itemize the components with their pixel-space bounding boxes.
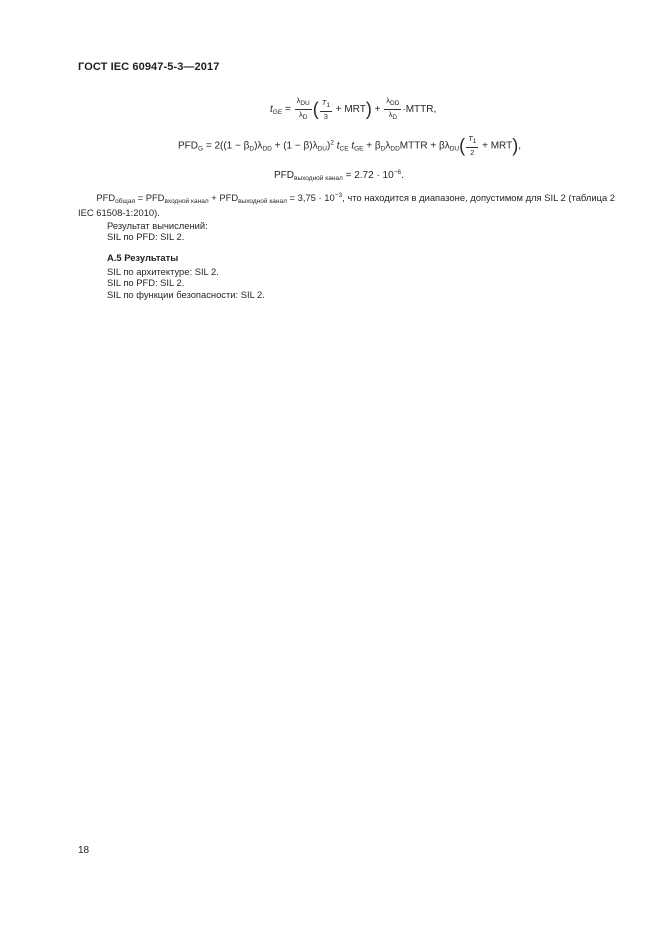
result-label: Результат вычислений: <box>107 220 208 231</box>
sil-pfd-line-2: SIL по PFD: SIL 2. <box>107 277 185 288</box>
fraction-ldu-ld: $\frac{\lambda_{DU}}{\lambda_D}$ <box>296 96 310 121</box>
sil-pfd-line-1: SIL по PFD: SIL 2. <box>107 231 185 242</box>
paragraph-pfd-total: $PFD_{общая} = PFD_{входной канал} + PFD_{выходной канал} = 3,75 \cdot 10^{-3}$, что находится в диапазоне, допустимом для SIL 2 (таблица 2 IEC 61508-1:2010). <box>78 192 615 218</box>
fraction-t1-2: $\frac{T_1}{2}$ <box>468 134 477 157</box>
section-title: A.5 Результаты <box>107 252 179 263</box>
fraction-ldd-ld: $\frac{\lambda_{DD}}{\lambda_D}$ <box>386 96 400 121</box>
page-number: 18 <box>78 845 90 856</box>
sil-architecture-line: SIL по архитектуре: SIL 2. <box>107 266 219 277</box>
sil-safety-line: SIL по функции безопасности: SIL 2. <box>107 289 265 300</box>
formula-pfdg: $PFD_G = 2((1 - \beta_D)\lambda_{DD} + (1 - \beta)\lambda_{DU})^2$ $t_{CE}$ $t_{GE}$ + $\beta_D\lambda_{DD}MTTR + \beta\lambda_{DU}$( $\frac{T_1}{2}$ + MRT), <box>178 134 521 157</box>
document-header: ГОСТ IEC 60947-5-3—2017 <box>78 61 220 73</box>
fraction-t1-3: $\frac{T_1}{3}$ <box>321 97 330 121</box>
formula-pfd-output: $PFD_{выходной канал} = 2.72 \cdot 10^{-6}$. <box>274 169 404 182</box>
formula-tge: $t_{GE}$ = $\frac{\lambda_{DU}}{\lambda_D}$ ( $\frac{T_1}{3}$ + MRT) + $\frac{\lambda_{DD}}{\lambda_D}$ ·MTTR, <box>270 96 437 121</box>
